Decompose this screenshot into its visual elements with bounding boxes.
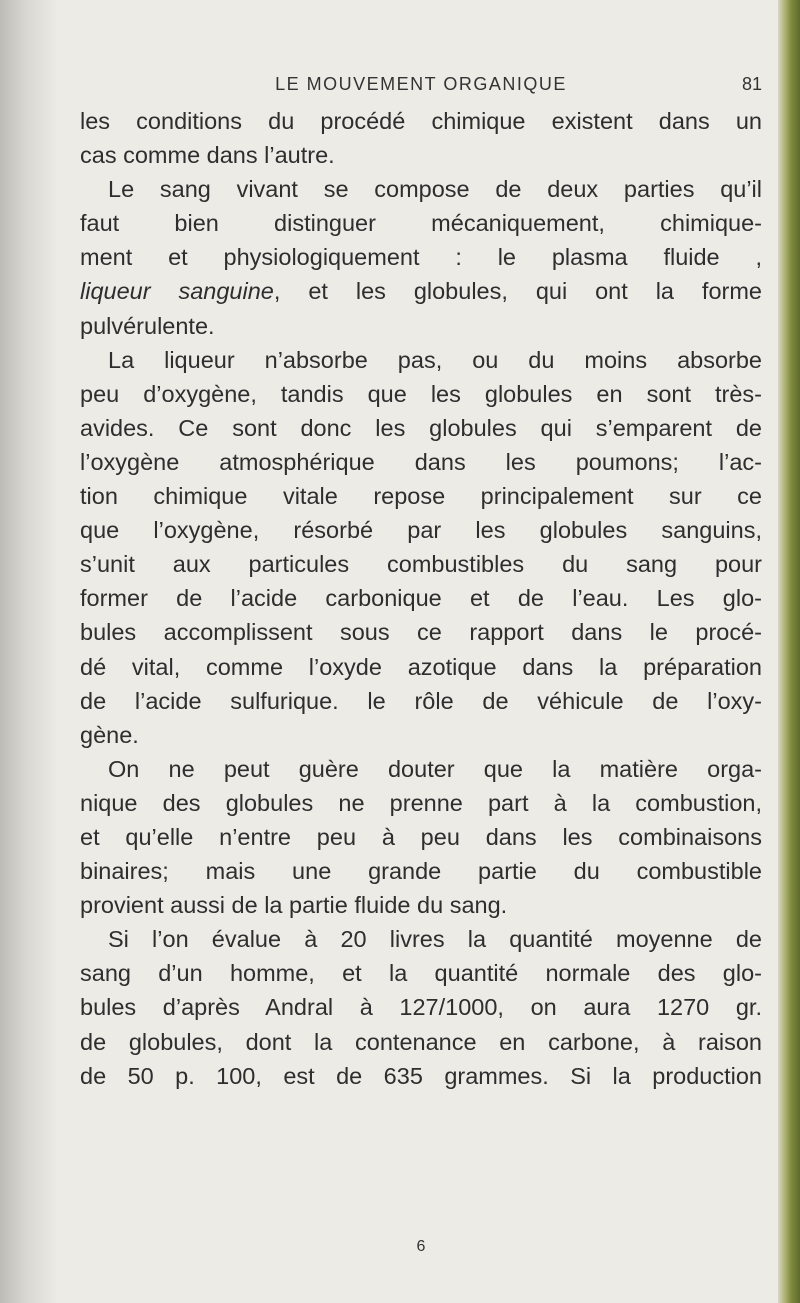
text-line: faut bien distinguer mécaniquement, chimique- xyxy=(80,210,762,237)
text-line: peu d’oxygène, tandis que les globules en sont très- xyxy=(80,380,762,407)
text-line: avides. Ce sont donc les globules qui s’emparent de xyxy=(80,414,762,441)
text-line: Le sang vivant se compose de deux parties qu’il xyxy=(108,176,762,203)
text-line: tion chimique vitale repose principalement sur ce xyxy=(80,483,762,510)
text-line: ment et physiologiquement : le plasma fluide , xyxy=(80,244,762,271)
text-line: bules d’après Andral à 127/1000, on aura 1270 gr. xyxy=(80,994,762,1021)
text-line: provient aussi de la partie fluide du sang. xyxy=(80,892,508,919)
italic-phrase: liqueur sanguine xyxy=(80,278,274,305)
text-line: sang d’un homme, et la quantité normale des glo- xyxy=(80,960,762,987)
text-line xyxy=(80,274,762,308)
text-line: l’oxygène atmosphérique dans les poumons; l’ac- xyxy=(80,448,762,475)
text-line: de 50 p. 100, est de 635 grammes. Si la production xyxy=(80,1062,762,1089)
text-line: gène. xyxy=(80,721,139,748)
text-line: dé vital, comme l’oxyde azotique dans la préparation xyxy=(80,653,762,680)
running-title: LE MOUVEMENT ORGANIQUE xyxy=(275,74,567,94)
text-line: binaires; mais une grande partie du combustible xyxy=(80,858,762,885)
text-line: La liqueur n’absorbe pas, ou du moins absorbe xyxy=(108,346,762,373)
text-line: de l’acide sulfurique. le rôle de véhicule de l’oxy- xyxy=(80,687,762,714)
text-line: et qu’elle n’entre peu à peu dans les combinaisons xyxy=(80,823,762,850)
page-number: 81 xyxy=(741,74,762,94)
text-line: de globules, dont la contenance en carbone, à raison xyxy=(80,1028,762,1055)
text-line: bules accomplissent sous ce rapport dans le procé- xyxy=(80,619,762,646)
text-line: pulvérulente. xyxy=(80,312,215,339)
page-header xyxy=(80,68,762,104)
text-line: nique des globules ne prenne part à la combustion, xyxy=(80,789,762,816)
page-gutter-shadow xyxy=(0,0,58,1303)
body-text xyxy=(80,104,762,1093)
text-line: les conditions du procédé chimique existent dans un xyxy=(80,108,762,134)
text-line: s’unit aux particules combustibles du sang pour xyxy=(80,551,762,578)
text-line: former de l’acide carbonique et de l’eau. Les glo- xyxy=(80,585,762,612)
text-line: On ne peut guère douter que la matière orga- xyxy=(108,755,762,782)
page-edge xyxy=(778,0,800,1303)
text-line: Si l’on évalue à 20 livres la quantité moyenne de xyxy=(108,926,762,953)
text-line-rest: , et les globules, qui ont la forme xyxy=(273,278,762,305)
text-line: cas comme dans l’autre. xyxy=(80,142,335,169)
text-line: que l’oxygène, résorbé par les globules sanguins, xyxy=(80,517,762,544)
signature-mark: 6 xyxy=(416,1238,426,1255)
